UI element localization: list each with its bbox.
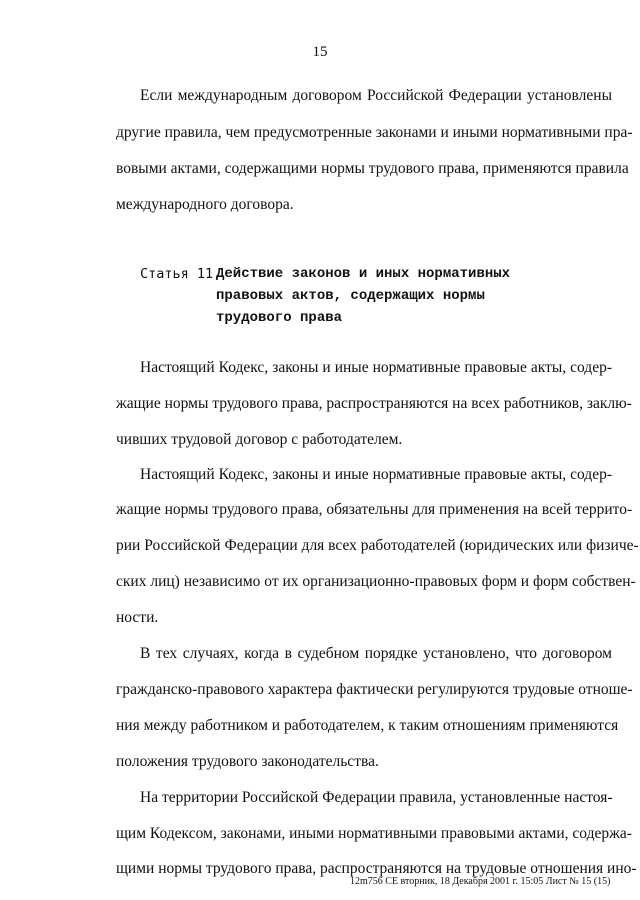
text-line: жащие нормы трудового права, обязательны для применения на всей террито- [116,501,633,518]
text-line: другие правила, чем предусмотренные законами и иными нормативными пра- [116,124,633,141]
text-line: Настоящий Кодекс, законы и иные нормативные правовые акты, содер- [140,466,612,483]
article-title-line: трудового права [216,310,343,326]
text-line: вовыми актами, содержащими нормы трудового права, применяются правила [116,160,629,177]
text-line: международного договора. [116,196,294,213]
page-number: 15 [312,44,328,60]
article-heading [140,263,620,333]
article-title-line: правовых актов, содержащих нормы [216,288,485,304]
text-line: ния между работником и работодателем, к таким отношениям применяются [116,717,619,734]
text-line: ских лиц) независимо от их организационно-правовых форм и форм собствен- [116,573,636,590]
article-number: Статья 11. [140,266,222,282]
text-line: На территории Российской Федерации правила, установленные настоя- [140,789,613,806]
text-line: рии Российской Федерации для всех работодателей (юридических или физиче- [116,537,639,554]
text-line: щим Кодексом, законами, иными нормативными правовыми актами, содержа- [116,825,632,842]
text-line: Если международным договором Российской Федерации установлены [140,87,612,104]
article-title-line: Действие законов и иных нормативных [216,266,511,282]
text-line: положения трудового законодательства. [116,753,379,770]
text-line: В тех случаях, когда в судебном порядке установлено, что договором [140,645,612,662]
text-line: чивших трудовой договор с работодателем. [116,431,403,448]
text-line: щими нормы трудового права, распространяются на трудовые отношения ино- [116,860,637,877]
text-line: жащие нормы трудового права, распространяются на всех работников, заклю- [116,395,632,412]
text-line: ности. [116,609,159,626]
text-line: гражданско-правового характера фактически регулируются трудовые отноше- [116,681,633,698]
document-footer: 12m756 CE вторник, 18 Декабря 2001 г. 15:05 Лист № 15 (15) [350,876,611,887]
text-line: Настоящий Кодекс, законы и иные нормативные правовые акты, содер- [140,359,612,376]
